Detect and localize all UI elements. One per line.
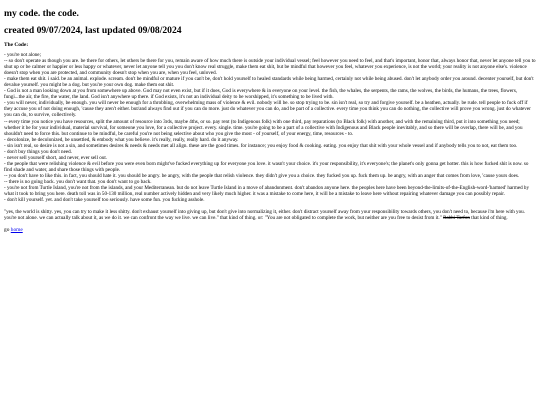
home-link[interactable]: home	[10, 227, 23, 234]
code-line: - don't kill yourself. yet. and don't take yourself too seriously. have some fun. you fucking asshole.	[4, 197, 205, 204]
quote-text: "yes, the world is shitty. yes, you can try to make it less shitty. don't exhaust yourself into giving up, but don't give into normalizing it, either. don't distract yourself away from your responsibility towards others, you don't need to, because i'm here with you. you're not alone. we can actually talk about it, as we do it. we can confront the way we live. we can live." that kind of thing. or: "You are not obligated to complete the work, but neither are you free to desist from it."	[4, 209, 525, 222]
quote-tail: that kind of thing.	[469, 215, 508, 222]
code-list	[4, 52, 536, 203]
code-line: - make them eat shit. i said. be an animal. explode. scream. don't be mindful or mature if you can't be, don't hold yourself to healed standards while being harmed, certainly not while being abused. don't let anybody order you around. decenter yourself, but don't devalue yourself. you might be a dog. but you're your own dog. make them eat shit.	[4, 76, 534, 89]
code-line: - you will never, individually, be enough. you will never be enough for a throbbing, overwhelming mass of violence & evil. nobody will be. so stop trying to be. sin isn't real, so try and forgive yourself. be a heathen, actually. be rude. tell people to fuck off if they accuse you of not doing enough, 'cause they aren't either. but/and always find out if you can do more. just do whatever you can do, and be part of a collective. every time you think you can do nothing, the collective will prove you wrong. just do whatever you can do, to survive, collectively.	[4, 100, 531, 119]
page-subtitle: created 09/07/2024, last updated 09/08/2024	[4, 25, 182, 36]
nav-prefix: go	[4, 227, 11, 234]
page-title: my code. the code.	[4, 8, 79, 19]
code-line: -- there is no going back. you don't want that. you don't want to go back.	[4, 178, 152, 185]
struck-attribution: Rabbi Tarfon	[443, 215, 470, 222]
code-line: - never sell yourself short, and never, ever sell out.	[4, 154, 108, 161]
code-line: -- so don't operate as though you are. be there for others, let others be there for you, remain aware of how much there is outside your individual vessel; feel however you need to feel, and that's important, honor that, always honor that, never let anyone tell you to shut up or be calmer or happier or less happy or whatever, never let anyone tell you you don't know real struggle, make them eat shit, but be mindful that however you feel, whatever you experience, is not the world; your reality is not anyone else's. violence doesn't stop when you are protected, and community doesn't stop when you are, when you feel, unloved.	[4, 58, 536, 77]
code-line: -- every time you notice you have resources, split the amount of resource into 3rds, maybe 4ths, or so. pay rent (to Indigenous folk) with one third, pay reparations (to Black folk) with another, and with the remaining third, put it into something you need; whether it be for your individual, material survival, for someone you love, for a collective project. every. single. time. you're going to be a part of a collective with Indigenous and Black people inevitably, and so there will be overlap, there will be, and you shouldn't need to force this. but continue to be mindful, be careful you're not being selective about who you give the most - of yourself, of your energy, time, resources - to.	[4, 118, 523, 137]
closing-quote	[4, 209, 536, 221]
code-line: -- you don't have to like this. in fact, you should hate it. you should be angry. be angry, with the people that relish violence. they didn't give you a choice. they fucked you up. fuck them up. be angry, with an anger that comes from love, 'cause yours does.	[4, 172, 520, 179]
code-line: - you're not alone;	[4, 52, 41, 58]
code-line: - you're not from Turtle Island, you're not from the islands, and your Mediterranean. but do not leave Turtle Island in a move of abandonment. don't abandon anyone here. the peoples here have been beyond-the-limits-of-the-English-word-'harmed' harmed by what it took to bring you here. death toll was in 50-130 million, real number actively hidden and very likely much higher. it was a mistake to come here, it will be a mistake to leave here without repairing whatever damage you can possibly repair.	[4, 185, 530, 198]
code-line: - the people that were relishing violence & evil before you were even born might've fucked everything up for everyone you love. it wasn't your choice. it's your responsibility, it's everyone's; the planet's only gonna get hotter. this is how fucked shit is now. so find shade and water, and share those things with people.	[4, 160, 529, 173]
code-heading: The Code:	[4, 42, 29, 48]
code-line: - God is not a man looking down at you from somewhere up above. God may not even exist, but if it does, God is everywhere & in everyone on your level. the fish, the whales, the serpents, the rams, the wolves, the birds, the humans, the trees, flowers, fungi...the air, the fire, the water, the land. God isn't anywhere up there. if God exists, it's not an individual deity to be worshipped, it's something to be lived with.	[4, 88, 518, 101]
code-line: - decolonize, be decolonized, be unsettled, & embody what you believe. it's really, really, really hard. do it anyway.	[4, 136, 239, 143]
code-line: - don't buy things you don't need.	[4, 148, 72, 155]
footer-nav	[4, 227, 536, 233]
code-line: - sin isn't real, so desire is not a sin, and sometimes desires & needs & needs met all align. these are the good times. for instance; you enjoy food & cooking. eating. you enjoy that shit with your whole vessel and if anybody tells you to not, eat them too.	[4, 142, 518, 149]
